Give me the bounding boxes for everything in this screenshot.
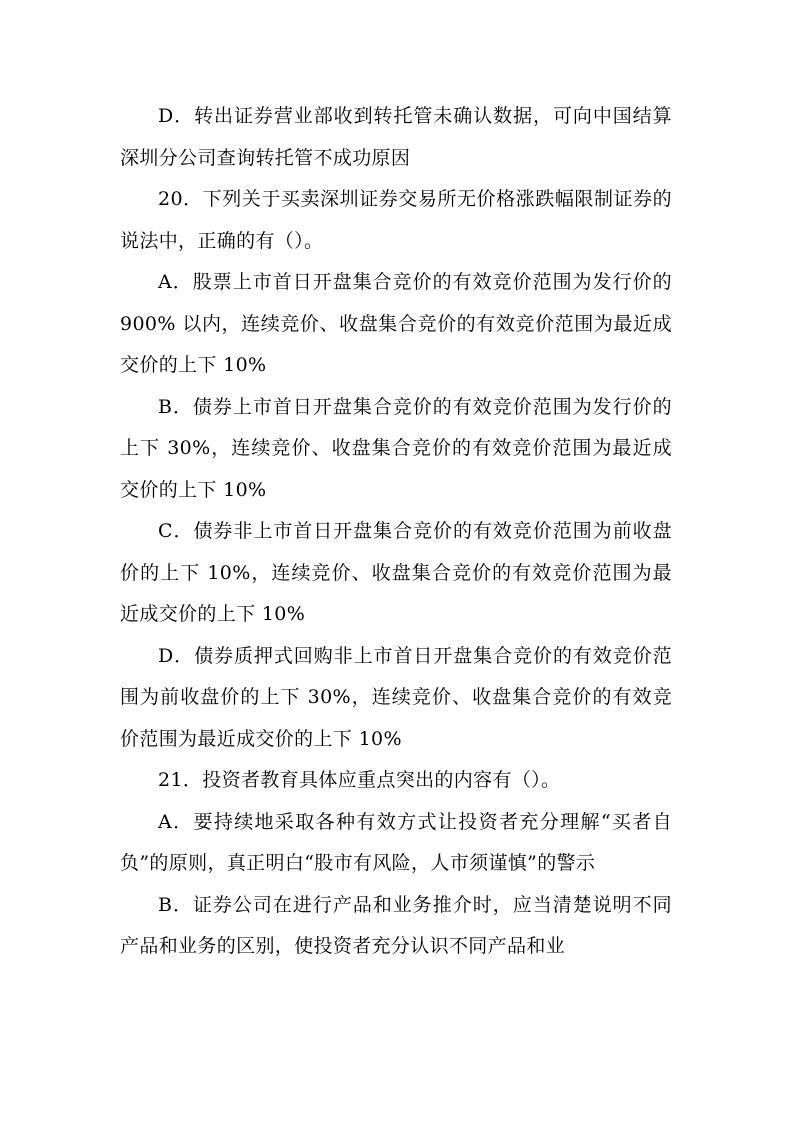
option-c-q20: C．债券非上市首日开盘集合竞价的有效竞价范围为前收盘价的上下 10%，连续竞价、收盘集合竞价的有效竞价范围为最近成交价的上下 10% <box>120 520 672 625</box>
question-21: 21．投资者教育具体应重点突出的内容有（）。 <box>158 769 561 791</box>
option-b-q20: B．债券上市首日开盘集合竞价的有效竞价范围为发行价的上下 30%，连续竞价、收盘集合竞价的有效竞价范围为最近成交价的上下 10% <box>120 395 672 501</box>
document-body <box>120 96 672 968</box>
option-a-q21: A．要持续地采取各种有效方式让投资者充分理解“买者自负”的原则，真正明白“股市有风险，人市须谨慎”的警示 <box>120 810 672 874</box>
option-a-q20: A．股票上市首日开盘集合竞价的有效竞价范围为发行价的 900% 以内，连续竞价、收盘集合竞价的有效竞价范围为最近成交价的上下 10% <box>120 271 672 376</box>
question-20: 20．下列关于买卖深圳证券交易所无价格涨跌幅限制证券的说法中，正确的有（）。 <box>120 188 672 252</box>
option-d-q19: D．转出证券营业部收到转托管未确认数据，可向中国结算深圳分公司查询转托管不成功原因 <box>120 105 672 169</box>
option-d-q20: D．债券质押式回购非上市首日开盘集合竞价的有效竞价范围为前收盘价的上下 30%，连续竞价、收盘集合竞价的有效竞价范围为最近成交价的上下 10% <box>120 644 672 750</box>
option-b-q21: B．证券公司在进行产品和业务推介时，应当清楚说明不同产品和业务的区别，使投资者充分认识不同产品和业 <box>120 893 672 957</box>
